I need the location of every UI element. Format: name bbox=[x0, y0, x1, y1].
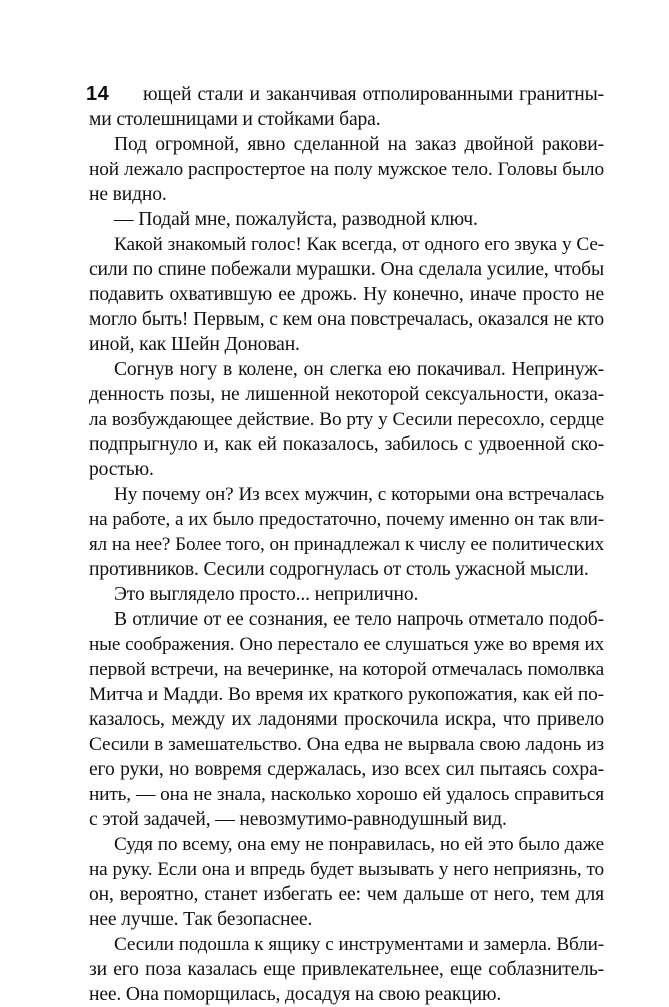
text-line: Судя по всему, она ему не понравилась, но ей это было даже bbox=[114, 834, 604, 855]
text-line: могло быть! Первым, с кем она повстречалась, оказался не кто bbox=[89, 309, 604, 330]
text-line: Митча и Мадди. Во время их краткого рукопожатия, как ей по- bbox=[89, 684, 604, 705]
text-line: зи его поза казалась еще привлекательнее, еще соблазнитель- bbox=[89, 959, 604, 980]
text-line: ростью. bbox=[89, 459, 154, 480]
text-line: денность позы, не лишенной некоторой сексуальности, оказа- bbox=[89, 384, 604, 405]
text-line: Сесили в замешательство. Она едва не вырвала свою ладонь из bbox=[89, 734, 604, 755]
text-line: казалось, между их ладонями проскочила искра, что привело bbox=[89, 709, 604, 730]
text-line: сили по спине побежали мурашки. Она сделала усилие, чтобы bbox=[89, 259, 604, 280]
text-line: подпрыгнуло и, как ей показалось, забилось с удвоенной ско- bbox=[89, 434, 604, 455]
text-line: нить, — она не знала, насколько хорошо ей удалось справиться bbox=[89, 784, 604, 805]
text-line: ла возбуждающее действие. Во рту у Сесили пересохло, сердце bbox=[89, 409, 604, 430]
text-line: Под огромной, явно сделанной на заказ двойной ракови- bbox=[114, 134, 604, 155]
text-line: Какой знакомый голос! Как всегда, от одного его звука у Се- bbox=[114, 234, 604, 255]
body-text bbox=[89, 82, 604, 1007]
text-line: его руки, но вовремя сдержалась, изо всех сил пытаясь сохра- bbox=[89, 759, 604, 780]
text-line: ющей стали и заканчивая отполированными гранитны- bbox=[143, 84, 604, 105]
text-line: — Подай мне, пожалуйста, разводной ключ. bbox=[114, 209, 478, 230]
text-line: нее. Она поморщилась, досадуя на свою реакцию. bbox=[89, 984, 502, 1005]
text-line: Сесили подошла к ящику с инструментами и замерла. Вбли- bbox=[114, 934, 604, 955]
text-line: на руку. Если она и впредь будет вызывать у него неприязнь, то bbox=[89, 859, 604, 880]
text-line: ные соображения. Оно перестало ее слушаться уже во время их bbox=[89, 634, 604, 655]
text-line: с этой задачей, — невозмутимо-равнодушный вид. bbox=[89, 809, 507, 830]
text-line: он, вероятно, станет избегать ее: чем дальше от него, тем для bbox=[89, 884, 604, 905]
text-line: Ну почему он? Из всех мужчин, с которыми она встречалась bbox=[114, 484, 604, 505]
text-line: нее лучше. Так безопаснее. bbox=[89, 909, 313, 930]
text-line: не видно. bbox=[89, 184, 167, 205]
text-line: первой встречи, на вечеринке, на которой отмечалась помолвка bbox=[89, 659, 604, 680]
text-line: ял на нее? Более того, он принадлежал к числу ее политических bbox=[89, 534, 604, 555]
page-number: 14 bbox=[86, 83, 110, 105]
text-line: на работе, а их было предостаточно, почему именно он так вли- bbox=[89, 509, 604, 530]
text-line: подавить охватившую ее дрожь. Ну конечно, иначе просто не bbox=[89, 284, 604, 305]
text-line: противников. Сесили содрогнулась от столь ужасной мысли. bbox=[89, 559, 589, 580]
text-line: иной, как Шейн Донован. bbox=[89, 334, 300, 355]
text-line: ной лежало распростертое на полу мужское тело. Головы было bbox=[89, 159, 604, 180]
text-line: ми столешницами и стойками бара. bbox=[89, 109, 381, 130]
text-line: Согнув ногу в колене, он слегка ею покачивал. Непринуж- bbox=[114, 359, 604, 380]
text-line: Это выглядело просто... неприлично. bbox=[114, 584, 419, 605]
text-line: В отличие от ее сознания, ее тело напрочь отметало подоб- bbox=[114, 609, 604, 630]
